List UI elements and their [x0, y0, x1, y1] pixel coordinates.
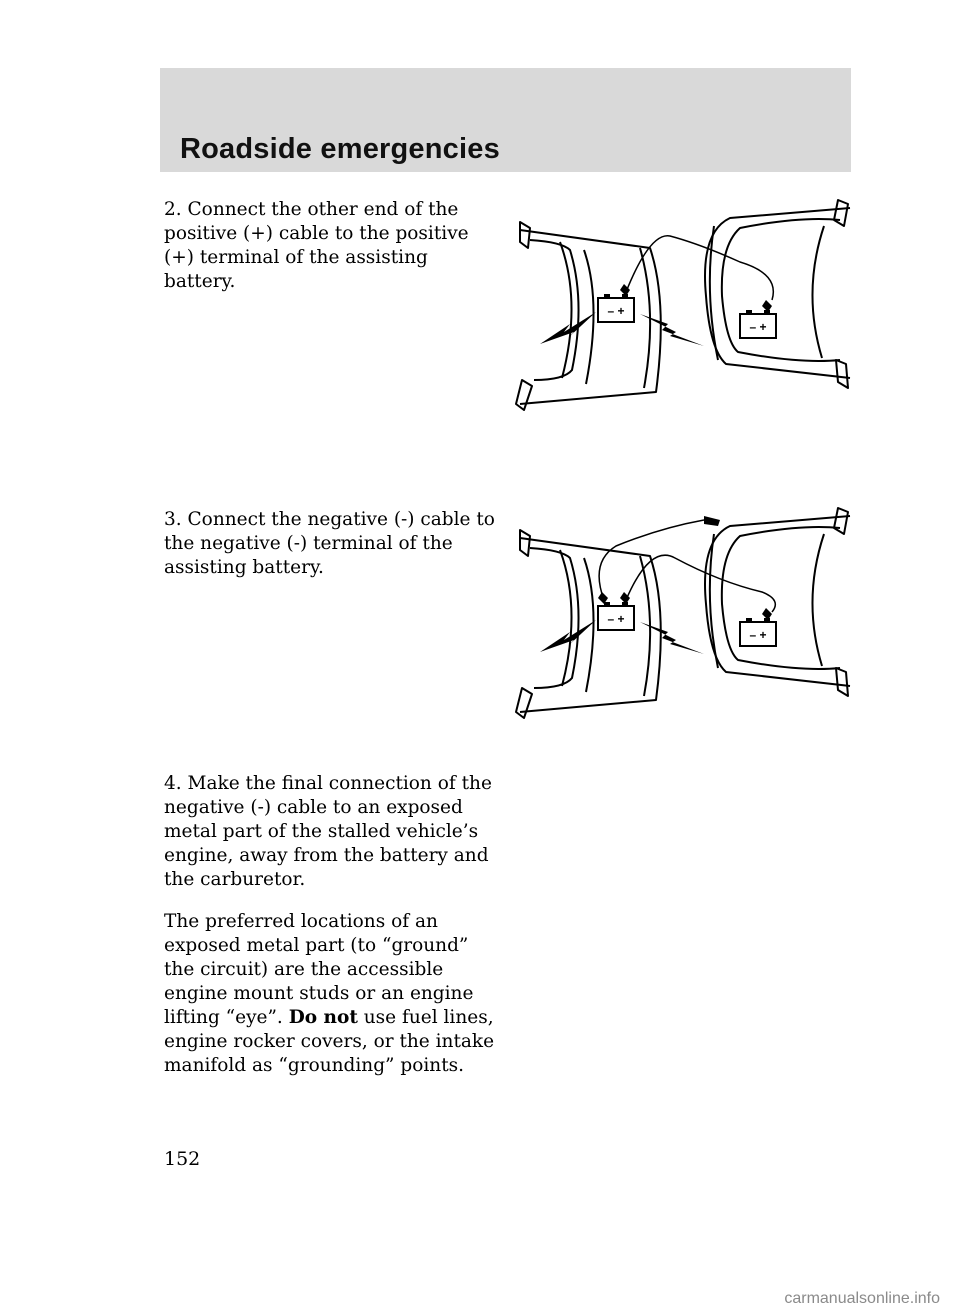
clamp-icon	[762, 608, 772, 620]
assisting-battery-label: – +	[749, 628, 767, 642]
stalled-battery	[598, 602, 634, 630]
stalled-battery-label: – +	[607, 304, 625, 318]
assisting-battery	[740, 618, 776, 646]
assisting-vehicle-front	[705, 508, 850, 696]
jump-start-negative-diagram	[500, 500, 870, 725]
assisting-battery-label: – +	[749, 320, 767, 334]
section-header	[160, 68, 851, 172]
stalled-vehicle-front	[516, 222, 661, 410]
stalled-vehicle-front	[516, 530, 661, 718]
note-text-before: The preferred locations of an exposed metal part (to “ground” the circuit) are the accessible engine mount studs or an engine lifting “eye”.	[164, 911, 474, 1028]
step-3-text: 3. Connect the negative (-) cable to the negative (-) terminal of the assisting battery.	[164, 509, 495, 578]
grounding-note	[164, 910, 496, 1078]
watermark: carmanualsonline.info	[784, 1290, 940, 1307]
clamp-icon	[762, 300, 772, 312]
step-4-text: 4. Make the final connection of the negative (-) cable to an exposed metal part of the stalled vehicle’s engine, away from the battery and the carburetor.	[164, 773, 492, 890]
stalled-battery-label: – +	[607, 612, 625, 626]
lightning-bolt-icon	[540, 312, 596, 344]
clamp-icon	[704, 516, 720, 526]
assisting-vehicle-front	[705, 200, 850, 388]
lightning-bolt-icon	[540, 620, 596, 652]
note-warning-bold: Do not	[288, 1007, 358, 1028]
page-number: 152	[164, 1148, 201, 1170]
step-2-text: 2. Connect the other end of the positive (+) cable to the positive (+) terminal of the assisting battery.	[164, 199, 469, 292]
assisting-battery	[740, 310, 776, 338]
note-text-after: use fuel lines, engine rocker covers, or the intake manifold as “grounding” points.	[164, 1007, 495, 1076]
stalled-battery	[598, 294, 634, 322]
jump-start-positive-diagram	[500, 192, 870, 417]
page-title: Roadside emergencies	[180, 133, 500, 165]
